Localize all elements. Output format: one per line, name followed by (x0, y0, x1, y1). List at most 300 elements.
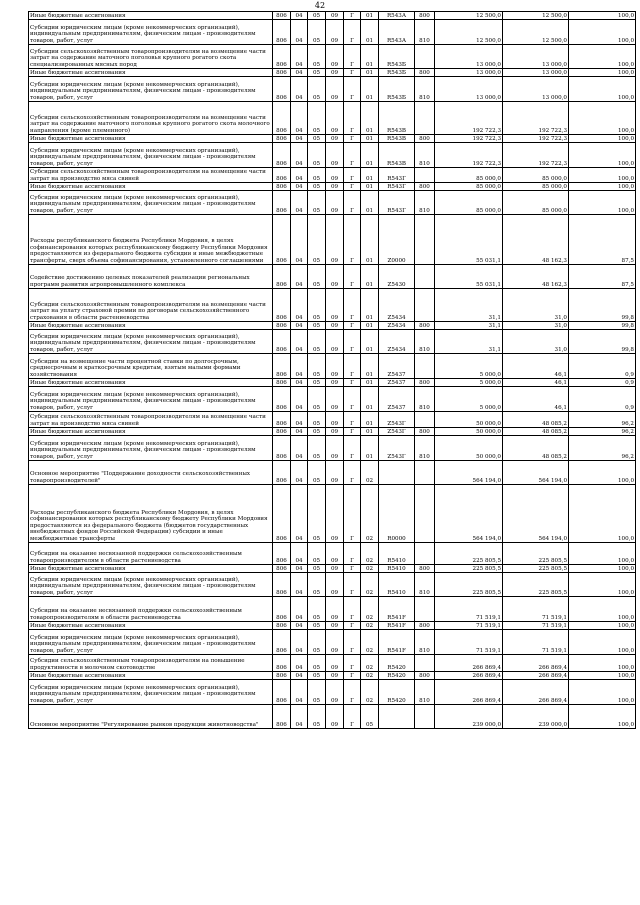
subprogram-code: Г (344, 461, 361, 485)
event-code: 01 (361, 379, 379, 387)
execution-percent: 100,0 (569, 77, 636, 102)
actual-amount: 31,0 (503, 289, 569, 322)
program-code: 09 (326, 597, 344, 622)
program-code: 09 (326, 630, 344, 655)
grbs-code: 806 (273, 102, 291, 135)
event-code: 02 (361, 672, 379, 680)
planned-amount: 239 000,0 (435, 705, 503, 729)
program-code: 09 (326, 543, 344, 565)
subsection-code: 05 (308, 485, 326, 543)
table-row (29, 330, 636, 354)
row-name: Субсидии юридическим лицам (кроме некоммерческих организаций), индивидуальным предпринимателям, физическим лицам - производителям товаров, работ, услуг (29, 436, 273, 461)
subprogram-code: Г (344, 143, 361, 168)
actual-amount: 13 000,0 (503, 77, 569, 102)
execution-percent: 100,0 (569, 705, 636, 729)
grbs-code: 806 (273, 215, 291, 265)
execution-percent: 100,0 (569, 20, 636, 45)
program-code: 09 (326, 705, 344, 729)
planned-amount: 85 000,0 (435, 183, 503, 191)
program-code: 09 (326, 387, 344, 412)
target-article-code: Z5434 (379, 322, 415, 330)
execution-percent: 87,5 (569, 265, 636, 289)
grbs-code: 806 (273, 630, 291, 655)
subprogram-code: Г (344, 183, 361, 191)
budget-table (28, 11, 636, 729)
table-row (29, 436, 636, 461)
actual-amount: 71 519,1 (503, 597, 569, 622)
table-row (29, 69, 636, 77)
target-article-code: R543Г (379, 183, 415, 191)
target-article-code: Z5434 (379, 289, 415, 322)
program-code: 09 (326, 354, 344, 379)
target-article-code: R5410 (379, 565, 415, 573)
actual-amount: 71 519,1 (503, 630, 569, 655)
planned-amount: 266 869,4 (435, 680, 503, 705)
table-row (29, 597, 636, 622)
grbs-code: 806 (273, 135, 291, 143)
expense-type-code (415, 168, 435, 183)
event-code: 01 (361, 77, 379, 102)
subprogram-code: Г (344, 215, 361, 265)
expense-type-code (415, 485, 435, 543)
subsection-code: 05 (308, 573, 326, 597)
actual-amount: 48 162,3 (503, 265, 569, 289)
event-code: 01 (361, 215, 379, 265)
planned-amount: 71 519,1 (435, 622, 503, 630)
section-code: 04 (291, 573, 308, 597)
subsection-code: 05 (308, 191, 326, 215)
table-row (29, 265, 636, 289)
row-name: Субсидии сельскохозяйственным товаропроизводителям на возмещение части затрат на производство мяса свиней (29, 168, 273, 183)
row-name: Субсидии сельскохозяйственным товаропроизводителям на возмещение части затрат на содержание маточного поголовья крупного рогатого скота молочного направления (кроме племенного) (29, 102, 273, 135)
event-code: 01 (361, 69, 379, 77)
target-article-code: Z543Г (379, 412, 415, 428)
execution-percent: 87,5 (569, 215, 636, 265)
table-row (29, 485, 636, 543)
actual-amount: 46,1 (503, 379, 569, 387)
section-code: 04 (291, 543, 308, 565)
subprogram-code: Г (344, 12, 361, 20)
execution-percent: 100,0 (569, 630, 636, 655)
program-code: 09 (326, 485, 344, 543)
actual-amount: 48 162,3 (503, 215, 569, 265)
execution-percent: 100,0 (569, 485, 636, 543)
planned-amount: 192 722,3 (435, 143, 503, 168)
target-article-code: Z5437 (379, 387, 415, 412)
target-article-code: Z5437 (379, 354, 415, 379)
execution-percent: 100,0 (569, 543, 636, 565)
section-code: 04 (291, 680, 308, 705)
table-row (29, 191, 636, 215)
execution-percent: 100,0 (569, 655, 636, 672)
subprogram-code: Г (344, 20, 361, 45)
planned-amount: 12 500,0 (435, 12, 503, 20)
expense-type-code: 810 (415, 20, 435, 45)
subprogram-code: Г (344, 322, 361, 330)
program-code: 09 (326, 330, 344, 354)
grbs-code: 806 (273, 12, 291, 20)
target-article-code: R541F (379, 622, 415, 630)
section-code: 04 (291, 412, 308, 428)
execution-percent: 100,0 (569, 143, 636, 168)
grbs-code: 806 (273, 77, 291, 102)
event-code: 01 (361, 354, 379, 379)
target-article-code: R543В (379, 143, 415, 168)
event-code: 02 (361, 655, 379, 672)
grbs-code: 806 (273, 20, 291, 45)
section-code: 04 (291, 485, 308, 543)
table-row (29, 573, 636, 597)
subsection-code: 05 (308, 655, 326, 672)
table-row (29, 77, 636, 102)
subprogram-code: Г (344, 354, 361, 379)
program-code: 09 (326, 289, 344, 322)
expense-type-code: 800 (415, 379, 435, 387)
expense-type-code (415, 265, 435, 289)
row-name: Основное мероприятие "Поддержание доходности сельскохозяйственных товаропроизводителей" (29, 461, 273, 485)
expense-type-code: 800 (415, 12, 435, 20)
table-row (29, 680, 636, 705)
expense-type-code: 800 (415, 322, 435, 330)
expense-type-code: 810 (415, 387, 435, 412)
section-code: 04 (291, 387, 308, 412)
planned-amount: 12 500,0 (435, 20, 503, 45)
table-row (29, 379, 636, 387)
table-row (29, 672, 636, 680)
expense-type-code (415, 597, 435, 622)
event-code: 01 (361, 289, 379, 322)
target-article-code: R5420 (379, 655, 415, 672)
grbs-code: 806 (273, 191, 291, 215)
grbs-code: 806 (273, 565, 291, 573)
planned-amount: 31,1 (435, 289, 503, 322)
planned-amount: 564 194,0 (435, 461, 503, 485)
expense-type-code: 800 (415, 672, 435, 680)
section-code: 04 (291, 191, 308, 215)
expense-type-code (415, 354, 435, 379)
actual-amount: 192 722,3 (503, 102, 569, 135)
table-row (29, 135, 636, 143)
row-name: Субсидии юридическим лицам (кроме некоммерческих организаций), индивидуальным предпринимателям, физическим лицам - производителям товаров, работ, услуг (29, 630, 273, 655)
subsection-code: 05 (308, 20, 326, 45)
subprogram-code: Г (344, 680, 361, 705)
planned-amount: 5 000,0 (435, 387, 503, 412)
section-code: 04 (291, 630, 308, 655)
expense-type-code: 800 (415, 183, 435, 191)
target-article-code: Z0000 (379, 215, 415, 265)
actual-amount: 31,0 (503, 330, 569, 354)
event-code: 01 (361, 191, 379, 215)
program-code: 09 (326, 428, 344, 436)
grbs-code: 806 (273, 330, 291, 354)
program-code: 09 (326, 573, 344, 597)
expense-type-code: 810 (415, 630, 435, 655)
section-code: 04 (291, 354, 308, 379)
program-code: 09 (326, 20, 344, 45)
row-name: Расходы республиканского бюджета Республики Мордовия, в целях софинансирования которых республиканскому бюджету Республики Мордовия предоставляются из федерального бюджета субсидии и иные межбюджетные трансферты, сверх объема софинансирования, установленного соглашениями (29, 215, 273, 265)
target-article-code: R5410 (379, 573, 415, 597)
subsection-code: 05 (308, 354, 326, 379)
section-code: 04 (291, 215, 308, 265)
execution-percent: 100,0 (569, 573, 636, 597)
expense-type-code (415, 289, 435, 322)
event-code: 02 (361, 630, 379, 655)
grbs-code: 806 (273, 672, 291, 680)
event-code: 01 (361, 143, 379, 168)
section-code: 04 (291, 461, 308, 485)
subsection-code: 05 (308, 436, 326, 461)
section-code: 04 (291, 379, 308, 387)
row-name: Иные бюджетные ассигнования (29, 622, 273, 630)
row-name: Иные бюджетные ассигнования (29, 12, 273, 20)
planned-amount: 85 000,0 (435, 168, 503, 183)
program-code: 09 (326, 135, 344, 143)
subprogram-code: Г (344, 412, 361, 428)
program-code: 09 (326, 69, 344, 77)
expense-type-code: 810 (415, 143, 435, 168)
grbs-code: 806 (273, 485, 291, 543)
event-code: 01 (361, 322, 379, 330)
expense-type-code (415, 45, 435, 69)
execution-percent: 96,2 (569, 428, 636, 436)
target-article-code: R543А (379, 20, 415, 45)
actual-amount: 564 194,0 (503, 485, 569, 543)
planned-amount: 50 000,0 (435, 436, 503, 461)
subprogram-code: Г (344, 135, 361, 143)
actual-amount: 225 805,5 (503, 573, 569, 597)
row-name: Субсидии юридическим лицам (кроме некоммерческих организаций), индивидуальным предпринимателям, физическим лицам - производителям товаров, работ, услуг (29, 20, 273, 45)
actual-amount: 266 869,4 (503, 680, 569, 705)
subprogram-code: Г (344, 705, 361, 729)
target-article-code (379, 461, 415, 485)
target-article-code: Z5430 (379, 265, 415, 289)
expense-type-code: 810 (415, 191, 435, 215)
subprogram-code: Г (344, 168, 361, 183)
target-article-code: R5420 (379, 680, 415, 705)
table-row (29, 143, 636, 168)
program-code: 09 (326, 655, 344, 672)
planned-amount: 55 031,1 (435, 215, 503, 265)
execution-percent: 100,0 (569, 135, 636, 143)
table-row (29, 630, 636, 655)
program-code: 09 (326, 191, 344, 215)
subprogram-code: Г (344, 330, 361, 354)
execution-percent: 100,0 (569, 12, 636, 20)
execution-percent: 100,0 (569, 168, 636, 183)
subprogram-code: Г (344, 289, 361, 322)
event-code: 01 (361, 20, 379, 45)
subsection-code: 05 (308, 289, 326, 322)
table-row (29, 183, 636, 191)
section-code: 04 (291, 183, 308, 191)
subsection-code: 05 (308, 379, 326, 387)
row-name: Иные бюджетные ассигнования (29, 322, 273, 330)
program-code: 09 (326, 322, 344, 330)
grbs-code: 806 (273, 573, 291, 597)
table-row (29, 102, 636, 135)
program-code: 09 (326, 622, 344, 630)
subsection-code: 05 (308, 597, 326, 622)
row-name: Субсидии юридическим лицам (кроме некоммерческих организаций), индивидуальным предпринимателям, физическим лицам - производителям товаров, работ, услуг (29, 573, 273, 597)
event-code: 01 (361, 330, 379, 354)
target-article-code: R543Г (379, 191, 415, 215)
grbs-code: 806 (273, 436, 291, 461)
section-code: 04 (291, 102, 308, 135)
event-code: 01 (361, 412, 379, 428)
subsection-code: 05 (308, 135, 326, 143)
program-code: 09 (326, 565, 344, 573)
planned-amount: 225 805,5 (435, 543, 503, 565)
grbs-code: 806 (273, 265, 291, 289)
grbs-code: 806 (273, 168, 291, 183)
actual-amount: 31,0 (503, 322, 569, 330)
actual-amount: 564 194,0 (503, 461, 569, 485)
row-name: Субсидии юридическим лицам (кроме некоммерческих организаций), индивидуальным предпринимателям, физическим лицам - производителям товаров, работ, услуг (29, 387, 273, 412)
program-code: 09 (326, 379, 344, 387)
row-name: Основное мероприятие "Регулирование рынков продукции животноводства" (29, 705, 273, 729)
subsection-code: 05 (308, 672, 326, 680)
actual-amount: 48 085,2 (503, 436, 569, 461)
target-article-code (379, 705, 415, 729)
actual-amount: 71 519,1 (503, 622, 569, 630)
target-article-code: R543В (379, 102, 415, 135)
actual-amount: 46,1 (503, 387, 569, 412)
execution-percent: 99,8 (569, 322, 636, 330)
execution-percent: 96,2 (569, 412, 636, 428)
planned-amount: 13 000,0 (435, 69, 503, 77)
section-code: 04 (291, 135, 308, 143)
grbs-code: 806 (273, 428, 291, 436)
planned-amount: 31,1 (435, 322, 503, 330)
subsection-code: 05 (308, 265, 326, 289)
row-name: Субсидии юридическим лицам (кроме некоммерческих организаций), индивидуальным предпринимателям, физическим лицам - производителям товаров, работ, услуг (29, 77, 273, 102)
section-code: 04 (291, 265, 308, 289)
subsection-code: 05 (308, 143, 326, 168)
subsection-code: 05 (308, 102, 326, 135)
subprogram-code: Г (344, 655, 361, 672)
row-name: Субсидии на оказание несвязанной поддержки сельскохозяйственным товаропроизводителям в области растениеводства (29, 597, 273, 622)
subsection-code: 05 (308, 45, 326, 69)
program-code: 09 (326, 77, 344, 102)
actual-amount: 12 500,0 (503, 12, 569, 20)
grbs-code: 806 (273, 45, 291, 69)
program-code: 09 (326, 436, 344, 461)
subprogram-code: Г (344, 387, 361, 412)
grbs-code: 806 (273, 705, 291, 729)
subsection-code: 05 (308, 622, 326, 630)
table-row (29, 215, 636, 265)
planned-amount: 13 000,0 (435, 77, 503, 102)
execution-percent: 100,0 (569, 102, 636, 135)
expense-type-code (415, 102, 435, 135)
section-code: 04 (291, 77, 308, 102)
execution-percent: 99,8 (569, 330, 636, 354)
section-code: 04 (291, 565, 308, 573)
row-name: Субсидии юридическим лицам (кроме некоммерческих организаций), индивидуальным предпринимателям, физическим лицам - производителям товаров, работ, услуг (29, 330, 273, 354)
subprogram-code: Г (344, 622, 361, 630)
subsection-code: 05 (308, 428, 326, 436)
expense-type-code (415, 655, 435, 672)
program-code: 09 (326, 672, 344, 680)
row-name: Субсидии сельскохозяйственным товаропроизводителям на возмещение части затрат на производство мяса свиней (29, 412, 273, 428)
subprogram-code: Г (344, 379, 361, 387)
program-code: 09 (326, 183, 344, 191)
expense-type-code: 810 (415, 330, 435, 354)
subprogram-code: Г (344, 102, 361, 135)
target-article-code: Z5434 (379, 330, 415, 354)
target-article-code: R543А (379, 12, 415, 20)
expense-type-code: 810 (415, 680, 435, 705)
target-article-code: Z5437 (379, 379, 415, 387)
expense-type-code (415, 215, 435, 265)
row-name: Субсидии сельскохозяйственным товаропроизводителям на повышение продуктивности в молочном скотоводстве (29, 655, 273, 672)
section-code: 04 (291, 705, 308, 729)
program-code: 09 (326, 45, 344, 69)
execution-percent: 100,0 (569, 680, 636, 705)
row-name: Иные бюджетные ассигнования (29, 428, 273, 436)
table-row (29, 705, 636, 729)
section-code: 04 (291, 20, 308, 45)
execution-percent: 100,0 (569, 565, 636, 573)
target-article-code: R543Б (379, 45, 415, 69)
planned-amount: 192 722,3 (435, 135, 503, 143)
target-article-code: R543Б (379, 69, 415, 77)
planned-amount: 564 194,0 (435, 485, 503, 543)
event-code: 01 (361, 168, 379, 183)
row-name: Расходы республиканского бюджета Республики Мордовия, в целях софинансирования которых республиканскому бюджету Республики Мордовия предоставляются из федерального бюджета (бюджетов государственных внебюджетных фондов Российской Федерации) субсидии и иные межбюджетные трансферты (29, 485, 273, 543)
execution-percent: 100,0 (569, 183, 636, 191)
section-code: 04 (291, 322, 308, 330)
planned-amount: 50 000,0 (435, 412, 503, 428)
table-row (29, 20, 636, 45)
page-number: 42 (314, 1, 326, 10)
event-code: 01 (361, 102, 379, 135)
actual-amount: 266 869,4 (503, 672, 569, 680)
subprogram-code: Г (344, 573, 361, 597)
execution-percent: 100,0 (569, 597, 636, 622)
table-row (29, 543, 636, 565)
row-name: Иные бюджетные ассигнования (29, 69, 273, 77)
subsection-code: 05 (308, 630, 326, 655)
table-row (29, 622, 636, 630)
expense-type-code (415, 461, 435, 485)
grbs-code: 806 (273, 412, 291, 428)
row-name: Субсидии на оказание несвязанной поддержки сельскохозяйственным товаропроизводителям в области растениеводства (29, 543, 273, 565)
planned-amount: 5 000,0 (435, 379, 503, 387)
target-article-code: Z543Г (379, 436, 415, 461)
planned-amount: 266 869,4 (435, 672, 503, 680)
planned-amount: 31,1 (435, 330, 503, 354)
row-name: Иные бюджетные ассигнования (29, 183, 273, 191)
target-article-code: R543В (379, 135, 415, 143)
actual-amount: 48 085,2 (503, 428, 569, 436)
subsection-code: 05 (308, 565, 326, 573)
execution-percent: 100,0 (569, 191, 636, 215)
row-name: Субсидии сельскохозяйственным товаропроизводителям на возмещение части затрат на содержание маточного поголовья крупного рогатого скота специализированных мясных пород (29, 45, 273, 69)
expense-type-code: 810 (415, 77, 435, 102)
subprogram-code: Г (344, 69, 361, 77)
actual-amount: 13 000,0 (503, 45, 569, 69)
grbs-code: 806 (273, 655, 291, 672)
section-code: 04 (291, 45, 308, 69)
actual-amount: 13 000,0 (503, 69, 569, 77)
row-name: Субсидии юридическим лицам (кроме некоммерческих организаций), индивидуальным предпринимателям, физическим лицам - производителям товаров, работ, услуг (29, 143, 273, 168)
subsection-code: 05 (308, 543, 326, 565)
section-code: 04 (291, 168, 308, 183)
event-code: 02 (361, 573, 379, 597)
subsection-code: 05 (308, 69, 326, 77)
subsection-code: 05 (308, 705, 326, 729)
